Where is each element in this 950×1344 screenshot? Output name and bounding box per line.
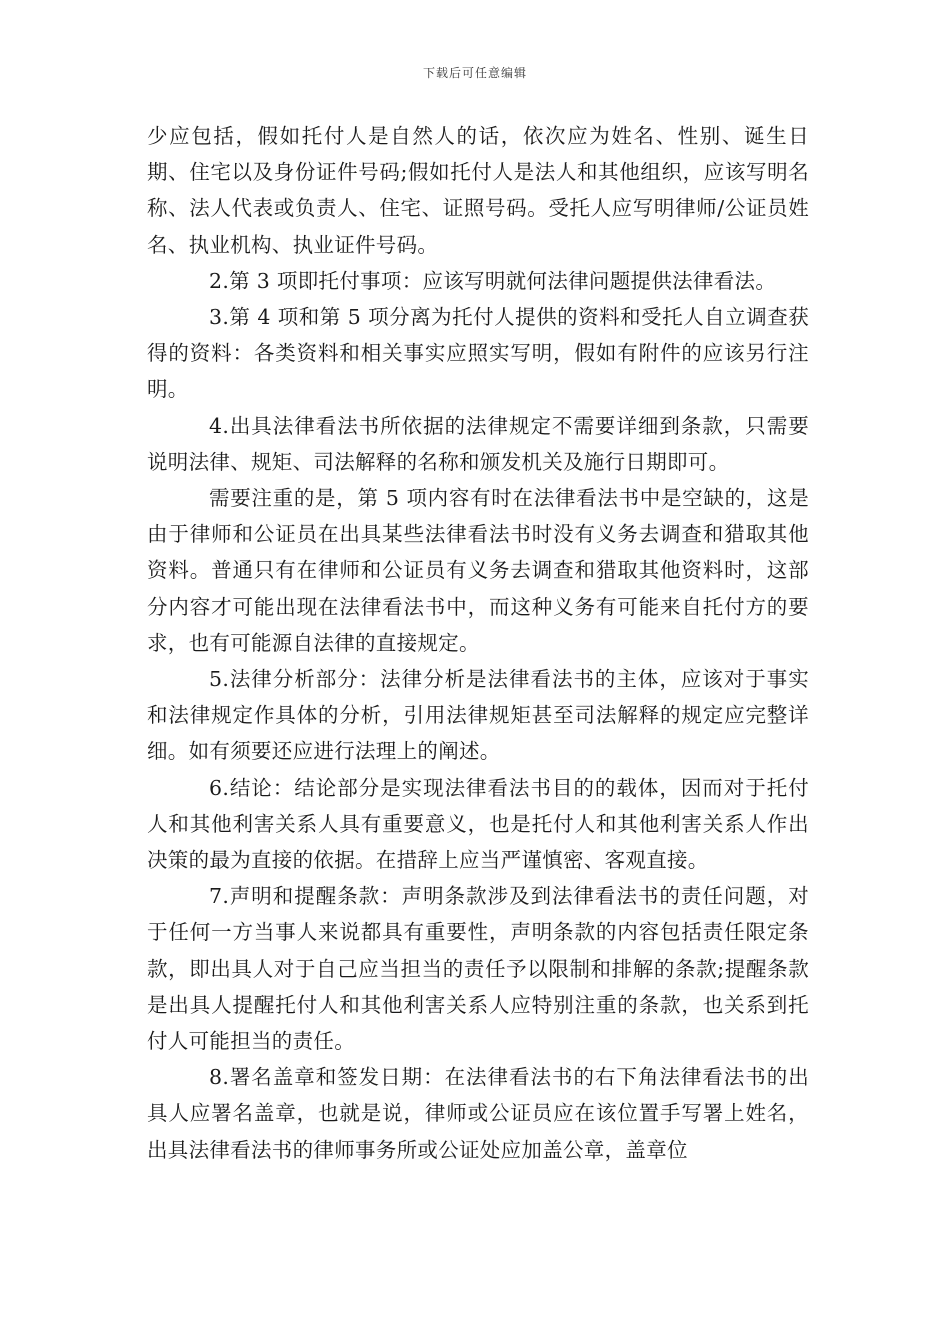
paragraph-item-7: 7.声明和提醒条款：声明条款涉及到法律看法书的责任问题，对于任何一方当事人来说都具有重要性，声明条款的内容包括责任限定条款，即出具人对于自己应当担当的责任予以限制和排解的条款;提醒条款是出具人提醒托付人和其他利害关系人应特别注重的条款，也关系到托付人可能担当的责任。 — [147, 884, 809, 1054]
paragraph-note: 需要注重的是，第 5 项内容有时在法律看法书中是空缺的，这是由于律师和公证员在出具某些法律看法书时没有义务去调查和猎取其他资料。普通只有在律师和公证员有义务去调查和猎取其他资料时，这部分内容才可能出现在法律看法书中，而这种义务有可能来自托付方的要求，也有可能源自法律的直接规定。 — [147, 486, 809, 655]
paragraph-item-6: 6.结论：结论部分是实现法律看法书目的的载体，因而对于托付人和其他利害关系人具有重要意义，也是托付人和其他利害关系人作出决策的最为直接的依据。在措辞上应当严谨慎密、客观直接。 — [147, 775, 809, 873]
paragraph-item-5: 5.法律分析部分：法律分析是法律看法书的主体，应该对于事实和法律规定作具体的分析，引用法律规矩甚至司法解释的规定应完整详细。如有须要还应进行法理上的阐述。 — [147, 667, 809, 764]
paragraph-item-8: 8.署名盖章和签发日期：在法律看法书的右下角法律看法书的出具人应署名盖章，也就是说，律师或公证员应在该位置手写署上姓名，出具法律看法书的律师事务所或公证处应加盖公章，盖章位 — [147, 1065, 809, 1162]
paragraph-item-4: 4.出具法律看法书所依据的法律规定不需要详细到条款，只需要说明法律、规矩、司法解释的名称和颁发机关及施行日期即可。 — [147, 413, 809, 474]
paragraph-item-3: 3.第 4 项和第 5 项分离为托付人提供的资料和受托人自立调查获得的资料：各类资料和相关事实应照实写明，假如有附件的应该另行注明。 — [147, 305, 809, 402]
paragraph-item-2: 2.第 3 项即托付事项：应该写明就何法律问题提供法律看法。 — [209, 268, 777, 293]
document-body — [147, 118, 809, 1168]
paragraph-continued: 少应包括，假如托付人是自然人的话，依次应为姓名、性别、诞生日期、住宅以及身份证件号码;假如托付人是法人和其他组织，应该写明名称、法人代表或负责人、住宅、证照号码。受托人应写明律师/公证员姓名、执业机构、执业证件号码。 — [147, 124, 809, 257]
page-header: 下载后可任意编辑 — [422, 66, 527, 80]
